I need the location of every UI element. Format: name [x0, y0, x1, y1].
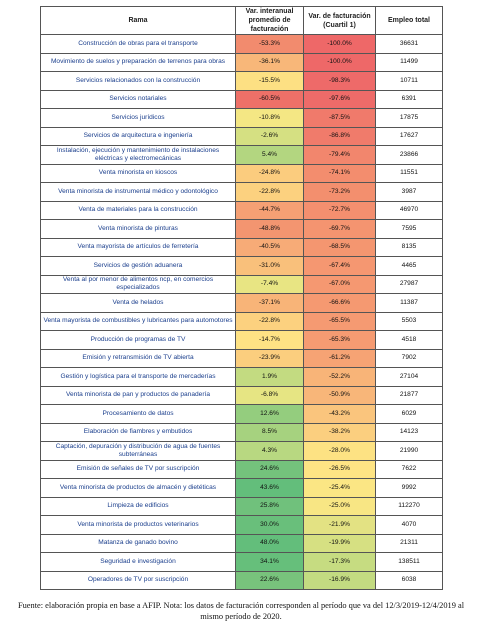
var-cuartil-cell: -74.1% — [304, 164, 376, 183]
var-interanual-cell: -37.1% — [236, 294, 304, 313]
var-cuartil-cell: -21.9% — [304, 516, 376, 535]
header-rama: Rama — [41, 7, 236, 35]
var-interanual-cell: -2.6% — [236, 127, 304, 146]
empleo-cell: 11387 — [376, 294, 443, 313]
table-row — [41, 405, 443, 424]
rama-cell: Venta minorista de pinturas — [41, 220, 236, 239]
table-row — [41, 53, 443, 72]
var-interanual-cell: -6.8% — [236, 386, 304, 405]
rama-cell: Procesamiento de datos — [41, 405, 236, 424]
table-row — [41, 164, 443, 183]
var-interanual-cell: 8.5% — [236, 423, 304, 442]
rama-cell: Venta minorista de productos de almacén y dietéticas — [41, 479, 236, 498]
empleo-cell: 11551 — [376, 164, 443, 183]
var-cuartil-cell: -87.5% — [304, 109, 376, 128]
var-cuartil-cell: -72.7% — [304, 201, 376, 220]
var-interanual-cell: 43.6% — [236, 479, 304, 498]
header-var-cuartil: Var. de facturación (Cuartil 1) — [304, 7, 376, 35]
rama-cell: Venta minorista de pan y productos de panadería — [41, 386, 236, 405]
var-interanual-cell: 25.8% — [236, 497, 304, 516]
table-row — [41, 331, 443, 350]
var-interanual-cell: -14.7% — [236, 331, 304, 350]
rama-cell: Elaboración de fiambres y embutidos — [41, 423, 236, 442]
rama-cell: Gestión y logística para el transporte de mercaderías — [41, 368, 236, 387]
var-interanual-cell: -48.8% — [236, 220, 304, 239]
empleo-cell: 7902 — [376, 349, 443, 368]
table-row — [41, 294, 443, 313]
table-row — [41, 497, 443, 516]
sector-table — [40, 6, 443, 590]
var-interanual-cell: -23.9% — [236, 349, 304, 368]
source-footnote: Fuente: elaboración propia en base a AFIP. Nota: los datos de facturación corresponden al período que va del 12/3/2019-12/4/2019 al mismo período de 2020. — [17, 601, 465, 621]
var-cuartil-cell: -100.0% — [304, 53, 376, 72]
rama-cell: Venta de helados — [41, 294, 236, 313]
rama-cell: Venta minorista de productos veterinarios — [41, 516, 236, 535]
var-cuartil-cell: -65.5% — [304, 312, 376, 331]
empleo-cell: 27104 — [376, 368, 443, 387]
table-row — [41, 386, 443, 405]
var-cuartil-cell: -67.0% — [304, 275, 376, 294]
var-interanual-cell: 12.6% — [236, 405, 304, 424]
rama-cell: Servicios relacionados con la construcción — [41, 72, 236, 91]
empleo-cell: 36631 — [376, 35, 443, 54]
var-interanual-cell: -10.8% — [236, 109, 304, 128]
table-body — [41, 35, 443, 590]
rama-cell: Venta de materiales para la construcción — [41, 201, 236, 220]
empleo-cell: 6391 — [376, 90, 443, 109]
empleo-cell: 3987 — [376, 183, 443, 202]
var-interanual-cell: -36.1% — [236, 53, 304, 72]
var-cuartil-cell: -17.3% — [304, 553, 376, 572]
var-cuartil-cell: -52.2% — [304, 368, 376, 387]
table-row — [41, 571, 443, 590]
header-empleo: Empleo total — [376, 7, 443, 35]
var-interanual-cell: -40.5% — [236, 238, 304, 257]
rama-cell: Venta minorista de instrumental médico y odontológico — [41, 183, 236, 202]
empleo-cell: 9992 — [376, 479, 443, 498]
var-cuartil-cell: -61.2% — [304, 349, 376, 368]
empleo-cell: 10711 — [376, 72, 443, 91]
var-interanual-cell: 30.0% — [236, 516, 304, 535]
table-row — [41, 312, 443, 331]
table-row — [41, 72, 443, 91]
table-row — [41, 127, 443, 146]
table-row — [41, 201, 443, 220]
var-interanual-cell: -22.8% — [236, 183, 304, 202]
empleo-cell: 7595 — [376, 220, 443, 239]
empleo-cell: 5503 — [376, 312, 443, 331]
empleo-cell: 21877 — [376, 386, 443, 405]
var-interanual-cell: -24.8% — [236, 164, 304, 183]
var-interanual-cell: -7.4% — [236, 275, 304, 294]
empleo-cell: 23866 — [376, 146, 443, 165]
rama-cell: Emisión de señales de TV por suscripción — [41, 460, 236, 479]
rama-cell: Servicios de arquitectura e ingeniería — [41, 127, 236, 146]
var-interanual-cell: -53.3% — [236, 35, 304, 54]
var-interanual-cell: -22.8% — [236, 312, 304, 331]
var-cuartil-cell: -25.4% — [304, 479, 376, 498]
table-row — [41, 479, 443, 498]
var-cuartil-cell: -73.2% — [304, 183, 376, 202]
var-interanual-cell: 34.1% — [236, 553, 304, 572]
rama-cell: Servicios de gestión aduanera — [41, 257, 236, 276]
var-cuartil-cell: -43.2% — [304, 405, 376, 424]
rama-cell: Servicios jurídicos — [41, 109, 236, 128]
table-row — [41, 109, 443, 128]
table-row — [41, 349, 443, 368]
empleo-cell: 8135 — [376, 238, 443, 257]
table-row — [41, 257, 443, 276]
table-header — [41, 7, 443, 35]
var-interanual-cell: 5.4% — [236, 146, 304, 165]
table-row — [41, 220, 443, 239]
var-cuartil-cell: -28.0% — [304, 442, 376, 461]
rama-cell: Venta mayorista de combustibles y lubricantes para automotores — [41, 312, 236, 331]
rama-cell: Construcción de obras para el transporte — [41, 35, 236, 54]
empleo-cell: 21311 — [376, 534, 443, 553]
empleo-cell: 17875 — [376, 109, 443, 128]
table-row — [41, 423, 443, 442]
var-cuartil-cell: -86.8% — [304, 127, 376, 146]
rama-cell: Operadores de TV por suscripción — [41, 571, 236, 590]
empleo-cell: 4518 — [376, 331, 443, 350]
rama-cell: Servicios notariales — [41, 90, 236, 109]
table-row — [41, 460, 443, 479]
var-interanual-cell: -60.5% — [236, 90, 304, 109]
var-interanual-cell: -44.7% — [236, 201, 304, 220]
empleo-cell: 138511 — [376, 553, 443, 572]
var-interanual-cell: -31.0% — [236, 257, 304, 276]
var-cuartil-cell: -79.4% — [304, 146, 376, 165]
table-row — [41, 275, 443, 294]
empleo-cell: 6038 — [376, 571, 443, 590]
rama-cell: Seguridad e investigación — [41, 553, 236, 572]
var-cuartil-cell: -68.5% — [304, 238, 376, 257]
table-row — [41, 516, 443, 535]
rama-cell: Emisión y retransmisión de TV abierta — [41, 349, 236, 368]
empleo-cell: 112270 — [376, 497, 443, 516]
rama-cell: Producción de programas de TV — [41, 331, 236, 350]
var-cuartil-cell: -69.7% — [304, 220, 376, 239]
empleo-cell: 27987 — [376, 275, 443, 294]
rama-cell: Instalación, ejecución y mantenimiento de instalaciones eléctricas y electromecánicas — [41, 146, 236, 165]
var-interanual-cell: 1.9% — [236, 368, 304, 387]
var-cuartil-cell: -65.3% — [304, 331, 376, 350]
table-row — [41, 442, 443, 461]
empleo-cell: 17627 — [376, 127, 443, 146]
var-cuartil-cell: -67.4% — [304, 257, 376, 276]
table-row — [41, 183, 443, 202]
table-row — [41, 553, 443, 572]
var-cuartil-cell: -97.6% — [304, 90, 376, 109]
table-row — [41, 35, 443, 54]
empleo-cell: 4465 — [376, 257, 443, 276]
var-cuartil-cell: -25.0% — [304, 497, 376, 516]
rama-cell: Venta mayorista de artículos de ferretería — [41, 238, 236, 257]
var-interanual-cell: -15.5% — [236, 72, 304, 91]
var-cuartil-cell: -19.9% — [304, 534, 376, 553]
empleo-cell: 14123 — [376, 423, 443, 442]
var-interanual-cell: 48.0% — [236, 534, 304, 553]
data-table-container — [40, 6, 442, 590]
var-cuartil-cell: -100.0% — [304, 35, 376, 54]
empleo-cell: 46970 — [376, 201, 443, 220]
header-row — [41, 7, 443, 35]
empleo-cell: 11499 — [376, 53, 443, 72]
rama-cell: Movimiento de suelos y preparación de terrenos para obras — [41, 53, 236, 72]
table-row — [41, 368, 443, 387]
var-cuartil-cell: -50.9% — [304, 386, 376, 405]
var-cuartil-cell: -26.5% — [304, 460, 376, 479]
table-row — [41, 90, 443, 109]
var-cuartil-cell: -38.2% — [304, 423, 376, 442]
var-cuartil-cell: -98.3% — [304, 72, 376, 91]
empleo-cell: 7622 — [376, 460, 443, 479]
table-row — [41, 238, 443, 257]
table-row — [41, 534, 443, 553]
var-interanual-cell: 22.6% — [236, 571, 304, 590]
var-interanual-cell: 24.6% — [236, 460, 304, 479]
table-row — [41, 146, 443, 165]
var-cuartil-cell: -66.6% — [304, 294, 376, 313]
rama-cell: Venta al por menor de alimentos ncp, en comercios especializados — [41, 275, 236, 294]
empleo-cell: 4070 — [376, 516, 443, 535]
header-var-interanual: Var. interanual promedio de facturación — [236, 7, 304, 35]
rama-cell: Venta minorista en kioscos — [41, 164, 236, 183]
empleo-cell: 21990 — [376, 442, 443, 461]
rama-cell: Matanza de ganado bovino — [41, 534, 236, 553]
rama-cell: Limpieza de edificios — [41, 497, 236, 516]
empleo-cell: 6029 — [376, 405, 443, 424]
var-cuartil-cell: -16.9% — [304, 571, 376, 590]
rama-cell: Captación, depuración y distribución de agua de fuentes subterráneas — [41, 442, 236, 461]
var-interanual-cell: 4.3% — [236, 442, 304, 461]
